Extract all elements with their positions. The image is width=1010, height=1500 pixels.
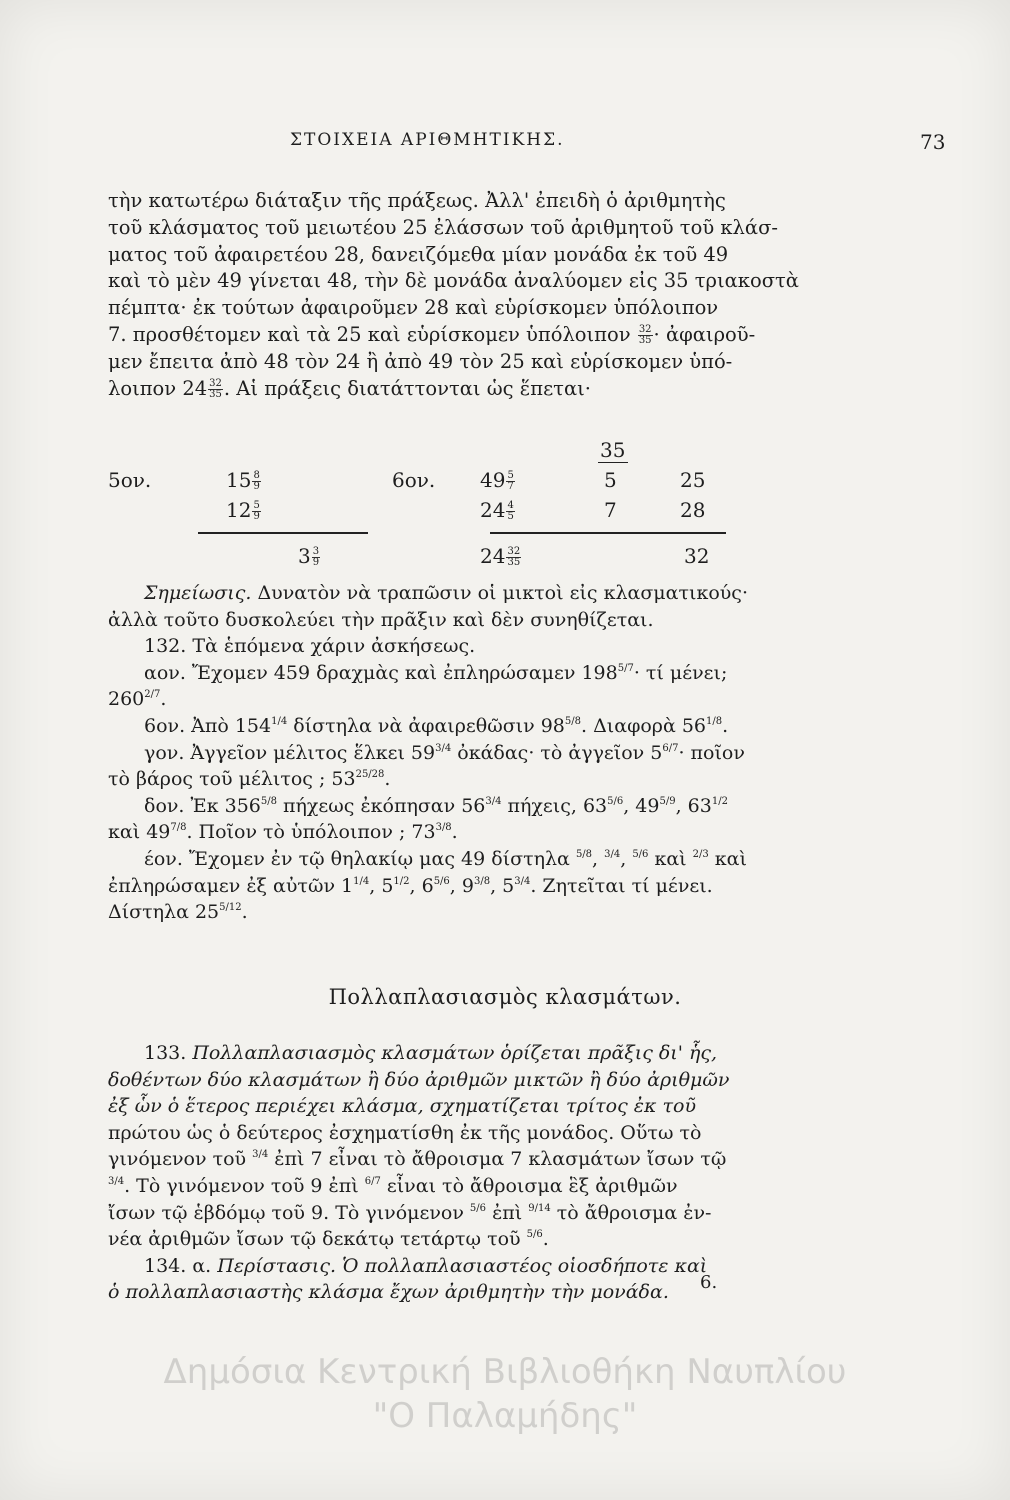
fraction	[312, 547, 320, 568]
whole-part: 49	[480, 468, 506, 492]
exercise-1	[108, 660, 920, 687]
text-segment: Δίστηλα 25	[108, 901, 220, 924]
paragraph-131-continuation	[108, 188, 920, 402]
fraction	[506, 547, 521, 568]
text-segment: 6ον. Ἀπὸ 154	[144, 714, 272, 737]
watermark-line: "Ο Παλαμήδης"	[372, 1396, 638, 1436]
numerator: 3	[312, 546, 320, 557]
fraction: 1/8	[706, 715, 723, 727]
text-segment: 5	[381, 874, 394, 897]
fraction: 5/6	[433, 875, 450, 887]
exercise-4-cont: καὶ $49^{7/8}$. Ποῖον τὸ ὑπόλοιπον ; $73^{3/8}$.	[108, 821, 458, 844]
example-5-label: 5ον.	[108, 468, 152, 492]
text-line: ἐξ ὧν ὁ ἕτερος περιέχει κλάσμα, σχηματίζεται τρίτος ἐκ τοῦ	[108, 1095, 696, 1118]
mixed-number	[480, 468, 516, 492]
sum-rule	[490, 532, 726, 534]
text-segment: εἶναι τὸ ἄθροισμα ἓξ ἀριθμῶν	[386, 1174, 678, 1197]
exercise-5-cont: ἐπληρώσαμεν ἐξ αὐτῶν $1^{1/4}$, $5^{1/2}$, $6^{5/6}$, $9^{3/8}$, $5^{3/4}$. Ζητεῖται τί μένει.	[108, 874, 713, 897]
fraction: 1/2	[711, 795, 728, 807]
text-segment: γον. Ἀγγεῖον μέλιτος ἕλκει 59	[144, 741, 436, 764]
whole-part: 24	[480, 498, 506, 522]
fraction: 5/7	[617, 662, 634, 674]
fraction: 3/4	[435, 742, 452, 754]
fraction: 5/6	[607, 795, 624, 807]
denominator: 7	[507, 481, 514, 492]
fraction: 5/12	[219, 902, 242, 914]
text-segment: 9	[461, 874, 474, 897]
fraction: 5/6	[632, 848, 649, 860]
text-segment: τὸ ἄθροισμα ἐν-	[556, 1201, 712, 1224]
exercise-4	[108, 793, 920, 820]
text-segment: καὶ 49	[108, 821, 171, 844]
fraction	[506, 471, 514, 492]
text-segment: 7. προσθέτομεν καὶ τὰ 25 καὶ εὑρίσκομεν ὑπόλοιπον	[108, 322, 631, 346]
mixed-number	[480, 544, 522, 568]
text-segment: ἐπὶ	[492, 1201, 523, 1224]
paragraph-number: 134. α.	[144, 1254, 212, 1277]
fraction: 5/6	[469, 1202, 487, 1214]
fraction: 2/3	[692, 848, 709, 860]
text-segment: τὸ βάρος τοῦ μέλιτος ; 53	[108, 768, 356, 791]
text-segment: · ἀφαιροῦ-	[653, 322, 756, 346]
denominator: 9	[253, 481, 260, 492]
fraction: 5/6	[526, 1229, 543, 1241]
numerator: 32	[507, 546, 521, 557]
fraction: 6/7	[662, 742, 679, 754]
fraction: 2/7	[144, 689, 161, 701]
text-segment: πήχεως ἐκόπησαν 56	[283, 794, 486, 817]
library-watermark	[0, 1350, 1010, 1438]
note-line	[108, 580, 920, 607]
text-line: καὶ τὸ μὲν 49 γίνεται 48, τὴν δὲ μονάδα ἀναλύομεν εἰς 35 τριακοστὰ	[108, 269, 799, 293]
exercise-1-answer: $260^{2/7}$.	[108, 688, 167, 711]
text-segment: δον. Ἐκ 356	[144, 794, 261, 817]
text-segment: · τί μένει;	[633, 661, 728, 684]
text-segment: 6	[421, 874, 434, 897]
fraction: 1/2	[393, 875, 410, 887]
note-text: Δυνατὸν νὰ τραπῶσιν οἱ μικτοὶ εἰς κλασματικούς·	[257, 582, 748, 604]
fraction: 5/8	[575, 848, 593, 860]
text-segment: 260	[108, 688, 145, 711]
numerator-column: 28	[680, 498, 706, 522]
signature-mark: 6.	[700, 1272, 718, 1293]
text-segment: . Τὸ γινόμενον τοῦ 9 ἐπὶ	[124, 1174, 359, 1197]
fraction: 5/8	[564, 715, 581, 727]
mixed-number	[226, 498, 262, 522]
text-segment: δίστηλα νὰ ἀφαιρεθῶσιν 98	[293, 714, 565, 737]
fraction: 1/4	[353, 875, 370, 887]
denominator: 5	[507, 511, 514, 522]
text-segment: Πολλαπλασιασμὸς κλασμάτων ὁρίζεται πρᾶξις δι' ἧς,	[192, 1042, 718, 1064]
numerator: 4	[507, 500, 514, 511]
text-line	[108, 1173, 920, 1200]
note-label: Σημείωσις.	[144, 582, 252, 604]
mixed-number	[298, 544, 321, 568]
numerator-column: 32	[684, 544, 710, 568]
fraction: 3/4	[108, 1175, 125, 1187]
text-line	[108, 376, 920, 403]
numerator-column: 5	[604, 468, 617, 492]
denominator: 35	[638, 334, 652, 346]
running-title: ΣΤΟΙΧΕΙΑ ΑΡΙΘΜΗΤΙΚΗΣ.	[290, 130, 565, 150]
text-segment: ἴσων τῷ ἑβδόμῳ τοῦ 9. Τὸ γινόμενον	[108, 1201, 464, 1224]
sum-rule	[198, 532, 368, 534]
fraction	[252, 471, 260, 492]
text-line: μεν ἔπειτα ἀπὸ 48 τὸν 24 ἢ ἀπὸ 49 τὸν 25 καὶ εὑρίσκομεν ὑπό-	[108, 349, 733, 373]
text-line: πέμπτα· ἐκ τούτων ἀφαιροῦμεν 28 καὶ εὑρίσκομεν ὑπόλοιπον	[108, 296, 719, 320]
whole-part: 24	[480, 544, 506, 568]
text-segment: Περίστασις. Ὁ πολλαπλασιαστέος οἱοσδήποτε καὶ	[217, 1254, 708, 1277]
text-line	[108, 322, 920, 349]
exercise-2: 6ον. Ἀπὸ $154^{1/4}$ δίστηλα νὰ ἀφαιρεθῶσιν $98^{5/8}$. Διαφορὰ $56^{1/8}$.	[144, 714, 729, 737]
text-line: δοθέντων δύο κλασμάτων ἢ δύο ἀριθμῶν μικτῶν ἢ δύο ἀριθμῶν	[108, 1068, 730, 1091]
text-segment: . Ζητεῖται τί μένει.	[530, 874, 713, 897]
text-segment: αον. Ἔχομεν 459 δραχμὰς καὶ ἐπληρώσαμεν 198	[144, 661, 618, 684]
whole-part: 3	[298, 544, 311, 568]
fraction: 1/4	[271, 715, 288, 727]
fraction: 5/9	[659, 795, 676, 807]
denominator: 35	[507, 557, 521, 568]
numerator: 32	[209, 377, 222, 389]
fraction: 3/8	[435, 822, 452, 834]
denominator: 35	[209, 388, 222, 400]
text-line: ὁ πολλαπλασιαστὴς κλάσμα ἔχων ἀριθμητὴν τὴν μονάδα.	[108, 1281, 669, 1304]
denominator: 9	[312, 557, 320, 568]
text-segment: πήχεις, 63	[507, 794, 608, 817]
exercise-3	[108, 740, 920, 767]
fraction: 7/8	[170, 822, 187, 834]
watermark-line: Δημόσια Κεντρική Βιβλιοθήκη Ναυπλίου	[163, 1352, 847, 1392]
text-line	[108, 1253, 920, 1280]
fraction: 3/4	[604, 848, 621, 860]
fraction: 6/7	[364, 1175, 381, 1187]
fraction	[208, 379, 223, 400]
numerator: 5	[507, 470, 514, 481]
numerator: 8	[253, 470, 260, 481]
text-line	[108, 1146, 920, 1173]
fraction: 25/28	[355, 769, 385, 781]
mixed-number	[480, 498, 516, 522]
text-line: πρώτου ὡς ὁ δεύτερος ἐσχηματίσθη ἐκ τῆς μονάδος. Οὕτω τὸ	[108, 1121, 702, 1144]
text-segment: 5	[502, 874, 515, 897]
text-segment: έον. Ἔχομεν ἐν τῷ θηλακίῳ μας 49 δίστηλα	[144, 847, 570, 870]
exercises-intro: 132. Τὰ ἑπόμενα χάριν ἀσκήσεως.	[144, 635, 476, 658]
paragraph-133-134	[108, 1040, 920, 1306]
text-segment: λοιπον 24	[108, 376, 208, 400]
text-segment: ἐπληρώσαμεν ἐξ αὐτῶν 1	[108, 874, 354, 897]
running-head	[0, 130, 1010, 160]
worked-subtraction-examples	[108, 438, 920, 578]
text-segment: καὶ	[654, 847, 687, 870]
text-segment: καὶ	[714, 847, 747, 870]
mixed-number	[226, 468, 262, 492]
text-segment: . Διαφορὰ 56	[580, 714, 707, 737]
numerator-column: 25	[680, 468, 706, 492]
note-line: ἀλλὰ τοῦτο δυσκολεύει τὴν πρᾶξιν καὶ δὲν συνηθίζεται.	[108, 608, 654, 631]
fraction: 3/4	[252, 1149, 269, 1161]
page-number: 73	[920, 130, 946, 154]
text-segment: , 49	[623, 794, 660, 817]
text-segment: νέα ἀριθμῶν ἴσων τῷ δεκάτῳ τετάρτῳ τοῦ	[108, 1228, 521, 1251]
text-line	[108, 1040, 920, 1067]
note-and-exercises	[108, 580, 920, 926]
text-line	[108, 1200, 920, 1227]
text-segment: . Αἱ πράξεις διατάττονται ὡς ἕπεται·	[223, 376, 591, 400]
fraction	[638, 325, 653, 346]
example-6-label: 6ον.	[392, 468, 436, 492]
fraction	[252, 501, 260, 522]
fraction	[506, 501, 514, 522]
fraction: 3/4	[485, 795, 502, 807]
whole-part: 12	[226, 498, 252, 522]
text-segment: . Ποῖον τὸ ὑπόλοιπον ; 73	[186, 821, 436, 844]
text-segment: ὀκάδας· τὸ ἀγγεῖον 5	[457, 741, 663, 764]
exercise-5-answer: Δίστηλα $25^{5/12}$.	[108, 901, 248, 924]
aux-rule	[598, 462, 628, 463]
numerator-column: 7	[604, 498, 617, 522]
fraction: 9/14	[528, 1202, 551, 1214]
numerator: 5	[253, 500, 260, 511]
paragraph-number: 133.	[144, 1042, 187, 1064]
fraction: 5/8	[260, 795, 277, 807]
text-segment: γινόμενον τοῦ	[108, 1148, 247, 1171]
text-segment: , 63	[675, 794, 712, 817]
text-segment: · ποῖον	[678, 741, 745, 764]
text-segment: ἐπὶ 7 εἶναι τὸ ἄθροισμα 7 κλασμάτων ἴσων τῷ	[274, 1148, 727, 1171]
section-heading: Πολλαπλασιασμὸς κλασμάτων.	[328, 985, 682, 1009]
fraction: 3/4	[514, 875, 531, 887]
numerator: 32	[638, 323, 652, 335]
text-line: νέα ἀριθμῶν ἴσων τῷ δεκάτῳ τετάρτῳ τοῦ $^{5/6}$.	[108, 1228, 549, 1251]
whole-part: 15	[226, 468, 252, 492]
text-line: τοῦ κλάσματος τοῦ μειωτέου 25 ἐλάσσων τοῦ ἀριθμητοῦ τοῦ κλάσ-	[108, 215, 778, 239]
auxiliary-number: 35	[600, 438, 626, 462]
fraction: 3/8	[473, 875, 491, 887]
denominator: 9	[253, 511, 260, 522]
exercise-5: έον. Ἔχομεν ἐν τῷ θηλακίῳ μας 49 δίστηλα $^{5/8}$, $^{3/4}$, $^{5/6}$ καὶ $^{2/3}$ καὶ	[144, 847, 747, 870]
exercise-3-cont: τὸ βάρος τοῦ μέλιτος ; $53^{25/28}$.	[108, 768, 391, 791]
text-line: τὴν κατωτέρω διάταξιν τῆς πράξεως. Ἀλλ' ἐπειδὴ ὁ ἀριθμητὴς	[108, 189, 726, 212]
text-line: ματος τοῦ ἀφαιρετέου 28, δανειζόμεθα μίαν μονάδα ἐκ τοῦ 49	[108, 242, 729, 266]
